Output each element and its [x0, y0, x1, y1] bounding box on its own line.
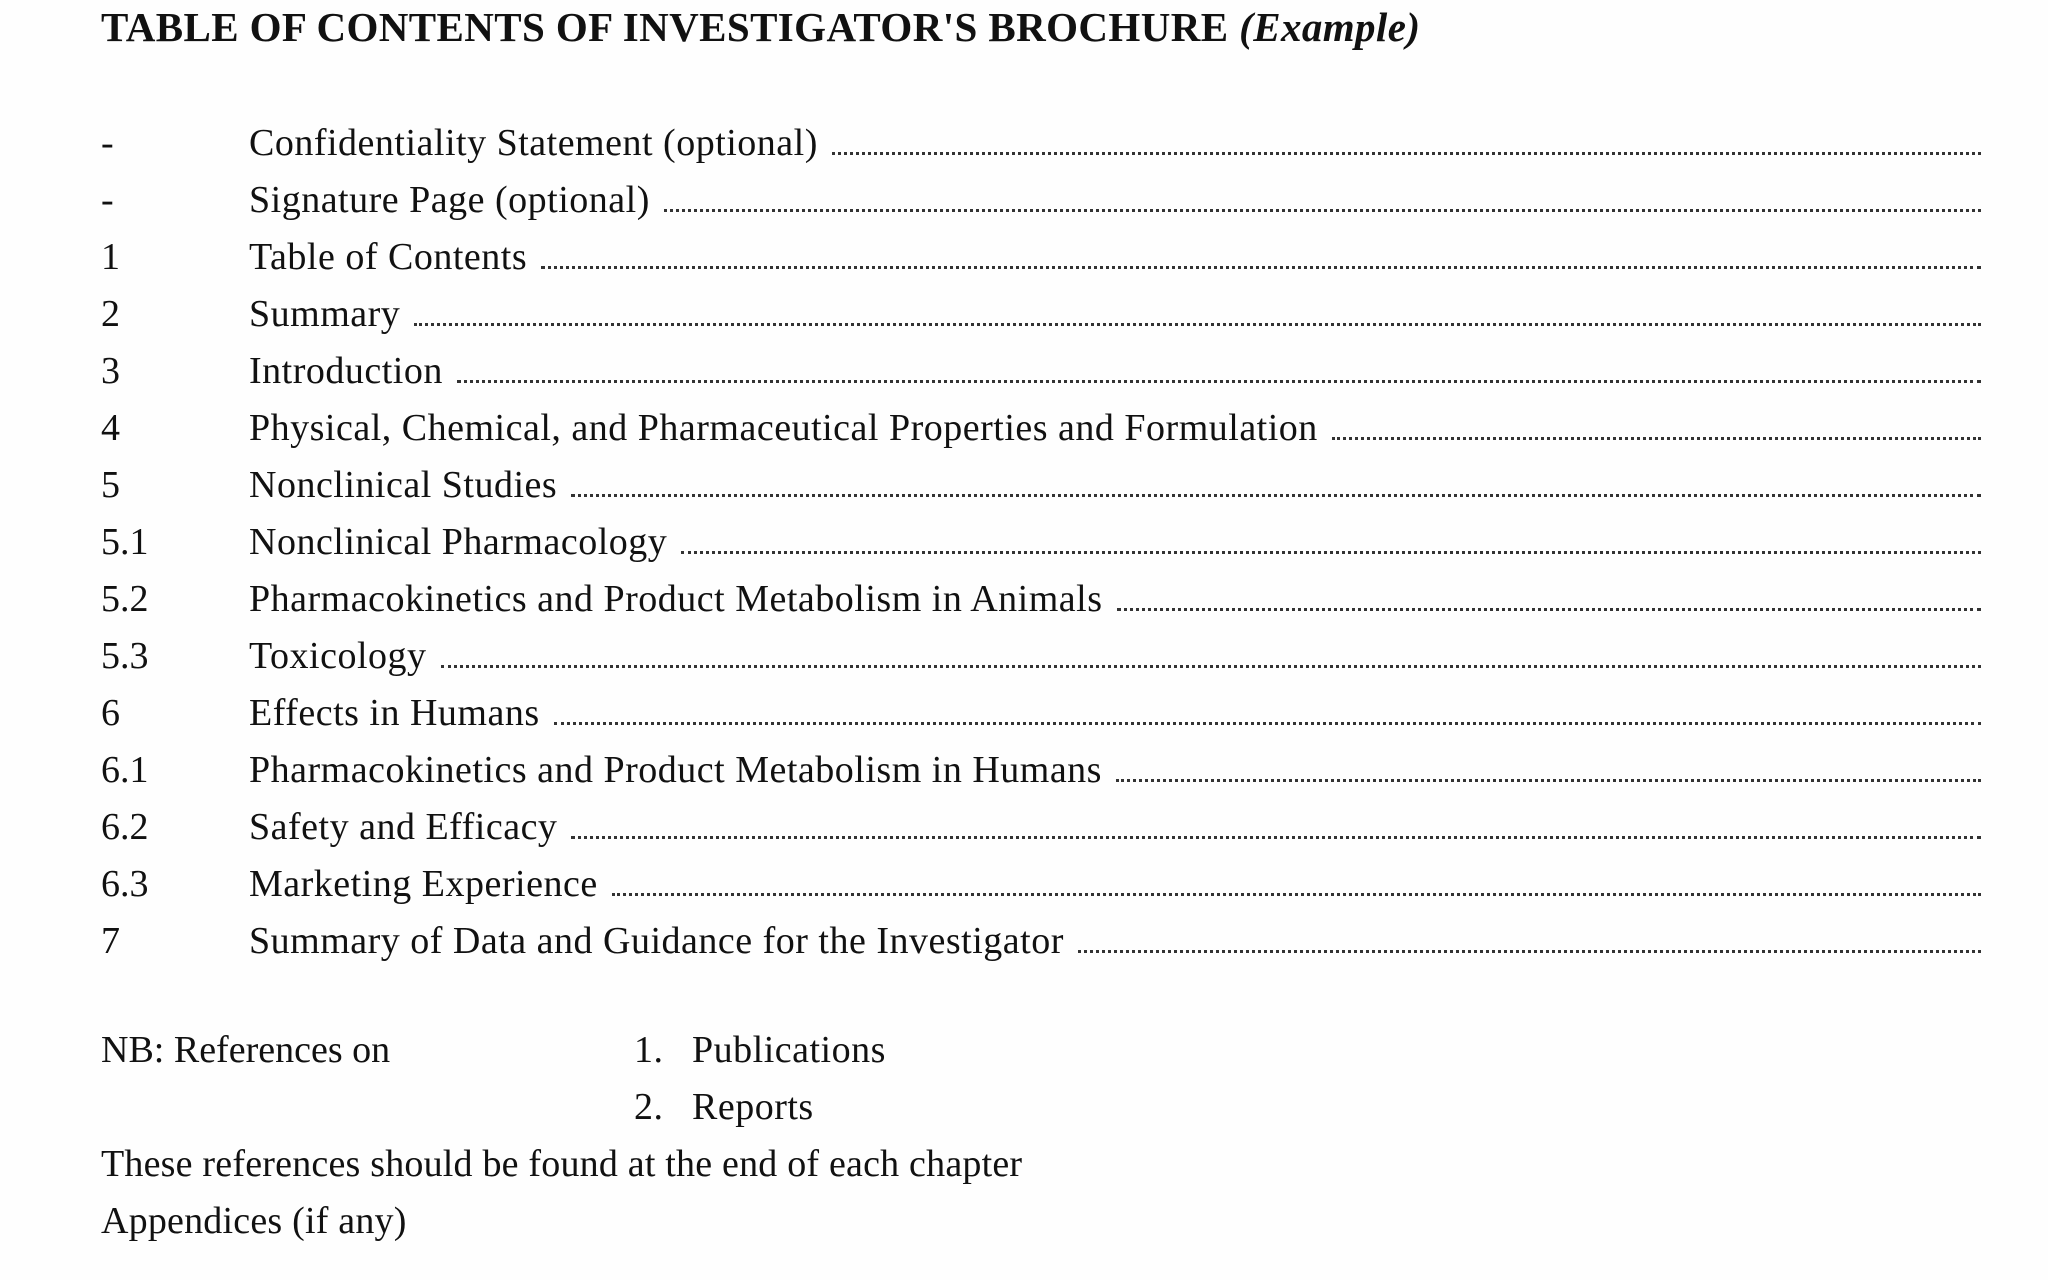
toc-entry	[249, 119, 1981, 167]
toc-row	[101, 167, 1981, 224]
document-title	[101, 2, 1420, 52]
title-main: TABLE OF CONTENTS OF INVESTIGATOR'S BROCHURE	[101, 4, 1229, 50]
toc-title: Safety and Efficacy	[249, 806, 558, 848]
toc-entry	[249, 176, 1981, 224]
toc-row	[101, 623, 1981, 680]
dot-leader	[612, 892, 1981, 896]
toc-row	[101, 908, 1981, 965]
dot-leader	[681, 550, 1981, 554]
toc-title: Summary of Data and Guidance for the Investigator	[249, 920, 1064, 962]
toc-entry	[249, 518, 1981, 566]
toc-entry	[249, 860, 1981, 908]
toc-title: Marketing Experience	[249, 863, 598, 905]
dot-leader	[832, 151, 1981, 155]
toc-number: 6.3	[101, 863, 149, 905]
toc-entry	[249, 803, 1981, 851]
toc-row	[101, 395, 1981, 452]
toc-row	[101, 452, 1981, 509]
toc-number: 6.1	[101, 749, 149, 791]
dot-leader	[541, 265, 1981, 269]
toc-number: -	[101, 179, 114, 221]
toc-title: Physical, Chemical, and Pharmaceutical Properties and Formulation	[249, 407, 1318, 449]
toc-title: Nonclinical Studies	[249, 464, 558, 506]
toc-title: Table of Contents	[249, 236, 528, 278]
toc-title: Pharmacokinetics and Product Metabolism in Humans	[249, 749, 1102, 791]
toc-row	[101, 851, 1981, 908]
reference-label: Publications	[692, 1029, 886, 1071]
toc-number: 5.1	[101, 521, 149, 563]
dot-leader	[554, 721, 1981, 725]
toc-row	[101, 338, 1981, 395]
toc-number: 5.3	[101, 635, 149, 677]
toc-row	[101, 680, 1981, 737]
toc-entry	[249, 347, 1981, 395]
chapter-note: These references should be found at the end of each chapter	[101, 1143, 1023, 1185]
toc-title: Pharmacokinetics and Product Metabolism in Animals	[249, 578, 1103, 620]
toc-row	[101, 224, 1981, 281]
toc-title: Signature Page (optional)	[249, 179, 650, 221]
toc-number: 7	[101, 920, 120, 962]
toc-row	[101, 794, 1981, 851]
toc-title: Nonclinical Pharmacology	[249, 521, 668, 563]
references-note	[101, 1022, 1022, 1250]
toc-entry	[249, 917, 1981, 965]
toc-entry	[249, 290, 1981, 338]
toc-number: 2	[101, 293, 120, 335]
toc-number: 5	[101, 464, 120, 506]
toc-title: Summary	[249, 293, 401, 335]
toc-title: Introduction	[249, 350, 443, 392]
table-of-contents	[101, 110, 1981, 965]
toc-number: 4	[101, 407, 120, 449]
reference-item	[634, 1079, 814, 1136]
dot-leader	[1332, 436, 1981, 440]
toc-number: 6.2	[101, 806, 149, 848]
dot-leader	[571, 493, 1981, 497]
references-row	[101, 1079, 1022, 1136]
dot-leader	[457, 379, 1981, 383]
dot-leader	[1117, 607, 1982, 611]
dot-leader	[441, 664, 1981, 668]
toc-entry	[249, 689, 1981, 737]
toc-title: Toxicology	[249, 635, 427, 677]
toc-number: 3	[101, 350, 120, 392]
title-example-suffix: (Example)	[1239, 4, 1421, 50]
toc-entry	[249, 233, 1981, 281]
dot-leader	[1116, 778, 1981, 782]
toc-number: 6	[101, 692, 120, 734]
reference-number: 1.	[634, 1029, 664, 1071]
dot-leader	[1078, 949, 1981, 953]
reference-number: 2.	[634, 1086, 664, 1128]
dot-leader	[414, 322, 1981, 326]
nb-label: NB: References on	[101, 1029, 391, 1071]
references-row	[101, 1022, 1022, 1079]
dot-leader	[664, 208, 1981, 212]
toc-number: -	[101, 122, 114, 164]
appendices-note: Appendices (if any)	[101, 1200, 407, 1242]
reference-label: Reports	[692, 1086, 814, 1128]
toc-entry	[249, 575, 1981, 623]
toc-number: 5.2	[101, 578, 149, 620]
toc-entry	[249, 461, 1981, 509]
toc-row	[101, 509, 1981, 566]
toc-row	[101, 110, 1981, 167]
toc-entry	[249, 746, 1981, 794]
toc-row	[101, 566, 1981, 623]
toc-entry	[249, 632, 1981, 680]
reference-item	[634, 1022, 886, 1079]
toc-title: Confidentiality Statement (optional)	[249, 122, 818, 164]
toc-entry	[249, 404, 1981, 452]
toc-row	[101, 281, 1981, 338]
toc-row	[101, 737, 1981, 794]
dot-leader	[571, 835, 1981, 839]
toc-number: 1	[101, 236, 120, 278]
toc-title: Effects in Humans	[249, 692, 540, 734]
